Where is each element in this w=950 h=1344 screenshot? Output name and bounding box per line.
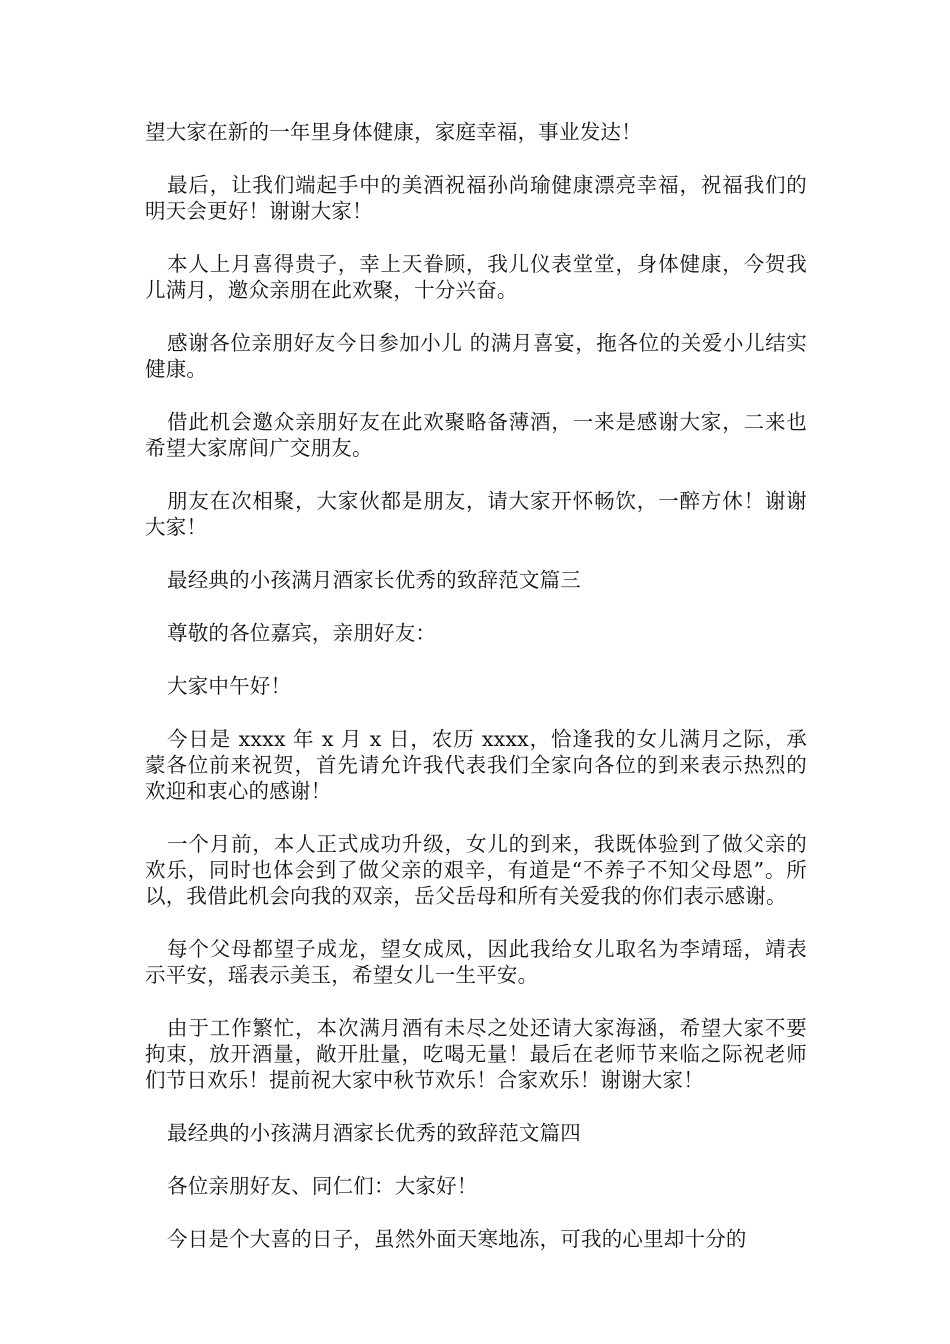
paragraph-2: 最后，让我们端起手中的美酒祝福孙尚瑜健康漂亮幸福，祝福我们的明天会更好！谢谢大家！: [145, 173, 807, 223]
salutation-2: 各位亲朋好友、同仁们：大家好！: [167, 1174, 478, 1198]
paragraph-11: 一个月前，本人正式成功升级，女儿的到来，我既体验到了做父亲的欢乐，同时也体会到了做父亲的艰辛，有道是“不养子不知父母恩”。所以，我借此机会向我的双亲，岳父岳母和所有关爱我的你们表示感谢。: [145, 832, 807, 908]
paragraph-1: 望大家在新的一年里身体健康，家庭幸福，事业发达！: [145, 120, 642, 144]
paragraph-4: 感谢各位亲朋好友今日参加小儿 的满月喜宴，拖各位的关爱小儿结实健康。: [145, 331, 807, 381]
document-page: [145, 119, 807, 1279]
paragraph-16: 今日是个大喜的日子，虽然外面天寒地冻，可我的心里却十分的: [167, 1227, 747, 1251]
section-heading-4: 最经典的小孩满月酒家长优秀的致辞范文篇四: [167, 1121, 581, 1145]
paragraph-5: 借此机会邀众亲朋好友在此欢聚略备薄酒，一来是感谢大家，二来也希望大家席间广交朋友。: [145, 410, 807, 460]
salutation: 尊敬的各位嘉宾，亲朋好友：: [167, 621, 437, 645]
paragraph-12: 每个父母都望子成龙，望女成凤，因此我给女儿取名为李靖瑶，靖表示平安，瑶表示美玉，希望女儿一生平安。: [145, 937, 807, 987]
section-heading-3: 最经典的小孩满月酒家长优秀的致辞范文篇三: [167, 568, 581, 592]
greeting: 大家中午好！: [167, 674, 292, 698]
paragraph-3: 本人上月喜得贵子，幸上天眷顾，我儿仪表堂堂，身体健康，今贺我儿满月，邀众亲朋在此欢聚，十分兴奋。: [145, 252, 807, 302]
paragraph-6: 朋友在次相聚，大家伙都是朋友，请大家开怀畅饮，一醉方休！谢谢大家！: [145, 489, 807, 539]
paragraph-10: 今日是 xxxx 年 x 月 x 日，农历 xxxx，恰逢我的女儿满月之际，承蒙各位前来祝贺，首先请允许我代表我们全家向各位的到来表示热烈的欢迎和衷心的感谢！: [145, 727, 807, 803]
paragraph-13: 由于工作繁忙，本次满月酒有未尽之处还请大家海涵，希望大家不要拘束，放开酒量，敞开肚量，吃喝无量！最后在老师节来临之际祝老师们节日欢乐！提前祝大家中秋节欢乐！合家欢乐！谢谢大家！: [145, 1016, 807, 1092]
